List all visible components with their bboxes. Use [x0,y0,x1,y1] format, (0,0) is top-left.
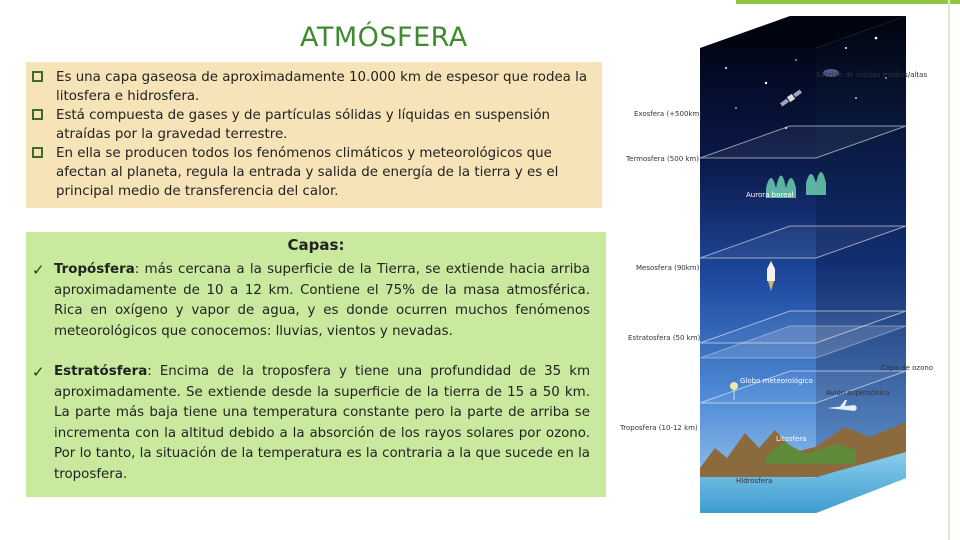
label-globo: Globo meteorológico [740,377,813,385]
label-estratosfera: Estratosfera (50 km) [628,334,701,342]
checkbox-bullet-icon [32,71,43,82]
capas-heading: Capas: [287,236,345,254]
intro-box [26,62,602,208]
label-capa-ozono: Capa de ozono [881,364,934,372]
checkmark-icon: ✓ [32,363,45,381]
capa-item-troposfera: ✓ Tropósfera: más cercana a la superficie de la Tierra, se extiende hacia arriba aproximadamente de 10 a 12 km. Contiene el 75% de la masa atmosférica. Rica en oxígeno y vapor de agua, y es donde ocurren muchos fenómenos meteorológicos que conocemos: lluvias, vientos y nevadas. [32,261,590,339]
capas-list [26,260,606,485]
atmosphere-diagram [616,8,946,538]
label-mesosfera: Mesosfera (90km) [636,264,700,272]
checkbox-bullet-icon [32,109,43,120]
intro-list [26,62,602,201]
label-aurora: Aurora boreal [746,191,794,199]
capas-box [26,232,606,497]
label-termosfera: Termosfera (500 km) [626,155,699,163]
label-litosfera: Litosfera [776,435,807,443]
top-accent-bar [736,0,960,4]
right-accent-line [948,0,950,540]
capa-item-estratosfera: ✓ Estratósfera: Encima de la troposfera y tiene una profundidad de 35 km aproximadamente. Se extiende desde la superficie de la tierra de 15 a 50 km. La parte más baja tiene una temperatura constante pero la parte de arriba se incrementa con la altitud debido a la absorción de los rayos solares por ozono. Por lo tanto, la situación de la temperatura es la contraria a la que sucede en la troposfera. [32,363,590,482]
intro-item: Está compuesta de gases y de partículas sólidas y líquidas en suspensión atraídas por la gravedad terrestre. [30,106,594,144]
checkmark-icon: ✓ [32,261,45,279]
label-troposfera: Troposfera (10-12 km) [620,424,698,432]
label-avion: Avión supersónico [826,389,890,397]
intro-item: Es una capa gaseosa de aproximadamente 10.000 km de espesor que rodea la litosfera e hidrosfera. [30,68,594,106]
intro-item: En ella se producen todos los fenómenos climáticos y meteorológicos que afectan al planeta, regula la entrada y salida de energía de la tierra y es el principal medio de transferencia del calor. [30,144,594,201]
checkbox-bullet-icon [32,147,43,158]
label-exosfera: Exosfera (+500km) [634,110,703,118]
label-hidrosfera: Hidrosfera [736,477,773,485]
label-satellite: Satélite de órbitas medias/altas [816,71,928,79]
page-title: ATMÓSFERA [300,22,468,53]
sky-column-front [700,48,816,513]
